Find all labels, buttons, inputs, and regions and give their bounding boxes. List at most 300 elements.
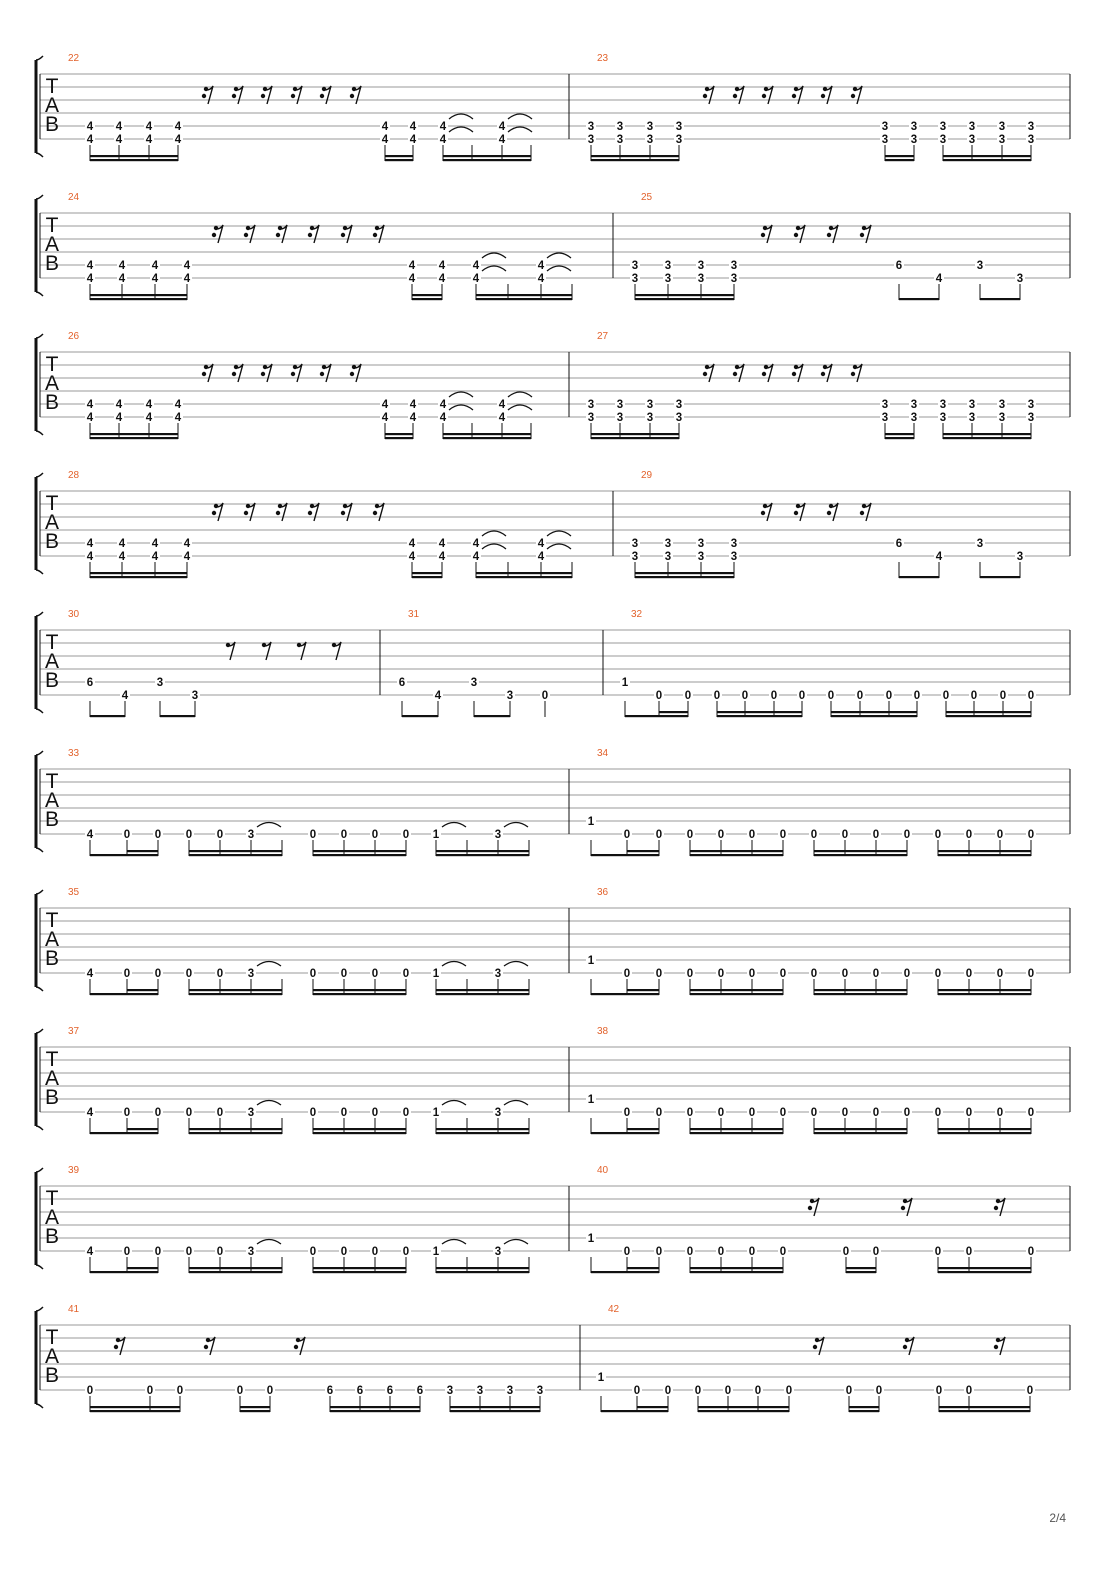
eighth-rest	[332, 642, 341, 660]
fret-number: 0	[123, 968, 131, 980]
beam	[90, 155, 178, 157]
beam	[313, 1267, 406, 1269]
fret-number: 4	[537, 260, 545, 272]
measure-number: 30	[68, 609, 80, 620]
sixteenth-rest	[733, 364, 744, 382]
fret-number: 0	[623, 1107, 631, 1119]
bracket-hook-top	[36, 473, 43, 477]
fret-number: 0	[779, 829, 787, 841]
fret-number: 4	[174, 412, 182, 424]
measure-27	[586, 331, 1036, 439]
beam	[385, 159, 413, 161]
fret-number: 4	[145, 134, 153, 146]
fret-number: 4	[86, 1246, 94, 1258]
fret-number: 3	[697, 273, 705, 285]
fret-number: 0	[748, 1107, 756, 1119]
beam	[90, 433, 178, 435]
beam	[189, 1267, 282, 1269]
beam	[450, 1410, 540, 1412]
beam	[659, 711, 688, 713]
fret-number: 4	[145, 399, 153, 411]
measure-number: 35	[68, 887, 80, 898]
fret-number: 4	[174, 399, 182, 411]
tab-clef-letter: A	[44, 511, 60, 534]
beam	[476, 294, 572, 296]
sixteenth-rest	[703, 364, 714, 382]
fret-number: 3	[976, 538, 984, 550]
sixteenth-rest	[761, 225, 772, 243]
beam	[189, 989, 282, 991]
tab-system	[36, 1304, 1070, 1412]
bracket-hook-top	[36, 195, 43, 199]
tab-clef-letter: A	[44, 1345, 60, 1368]
fret-number: 4	[118, 260, 126, 272]
fret-number: 4	[472, 538, 480, 550]
tab-clef-letter: T	[45, 1326, 59, 1349]
bracket-hook-bottom	[36, 292, 43, 296]
beam	[846, 1267, 876, 1269]
sixteenth-rest	[114, 1337, 125, 1355]
fret-number: 4	[86, 551, 94, 563]
fret-number: 0	[694, 1385, 702, 1397]
beam	[637, 1410, 668, 1412]
tab-clef-letter: B	[44, 113, 60, 136]
fret-number: 6	[386, 1385, 394, 1397]
tab-clef-letter: A	[44, 233, 60, 256]
fret-number: 3	[587, 399, 595, 411]
fret-number: 0	[717, 1246, 725, 1258]
tab-clef-letter: T	[45, 631, 59, 654]
fret-number: 0	[686, 829, 694, 841]
fret-number: 0	[686, 1246, 694, 1258]
fret-number: 3	[939, 121, 947, 133]
fret-number: 0	[748, 829, 756, 841]
tab-clef-letter: B	[44, 1086, 60, 1109]
tie-arc	[482, 531, 506, 536]
fret-number: 0	[903, 968, 911, 980]
fret-number: 4	[151, 260, 159, 272]
beam	[436, 989, 529, 991]
beam	[385, 155, 413, 157]
beam	[946, 711, 1031, 713]
beam	[436, 1132, 529, 1134]
fret-number: 3	[675, 134, 683, 146]
beam	[436, 850, 529, 852]
fret-number: 0	[216, 968, 224, 980]
tie-arc	[442, 1101, 466, 1106]
fret-number: 3	[968, 399, 976, 411]
fret-number: 0	[999, 690, 1007, 702]
fret-number: 0	[266, 1385, 274, 1397]
beam	[313, 1271, 406, 1273]
fret-number: 0	[154, 1107, 162, 1119]
sixteenth-rest	[204, 1337, 215, 1355]
fret-number: 0	[402, 968, 410, 980]
fret-number: 3	[587, 412, 595, 424]
fret-number: 3	[664, 273, 672, 285]
fret-number: 0	[340, 968, 348, 980]
beam	[90, 1132, 127, 1134]
fret-number: 4	[472, 551, 480, 563]
beam	[591, 433, 679, 435]
fret-number: 0	[779, 1246, 787, 1258]
sixteenth-rest	[261, 364, 272, 382]
sixteenth-rest	[901, 1198, 912, 1216]
beam	[90, 437, 178, 439]
measure-number: 22	[68, 53, 80, 64]
measure-24	[68, 192, 572, 300]
fret-number: 0	[841, 1107, 849, 1119]
tab-clef-letter: B	[44, 1225, 60, 1248]
beam	[591, 854, 627, 856]
fret-number: 3	[910, 412, 918, 424]
beam	[313, 1128, 406, 1130]
beam	[127, 1267, 158, 1269]
beam	[90, 993, 127, 995]
beam	[313, 1132, 406, 1134]
beam	[690, 1271, 783, 1273]
fret-number: 4	[381, 399, 389, 411]
sixteenth-rest	[808, 1198, 819, 1216]
tie-arc	[257, 1101, 281, 1106]
tie-arc	[257, 823, 281, 828]
fret-number: 3	[697, 538, 705, 550]
tie-arc	[508, 405, 532, 410]
fret-number: 0	[371, 1246, 379, 1258]
fret-number: 0	[402, 829, 410, 841]
fret-number: 4	[438, 538, 446, 550]
tab-clef-letter: A	[44, 928, 60, 951]
measure-number: 29	[641, 470, 653, 481]
fret-number: 4	[151, 273, 159, 285]
fret-number: 0	[655, 968, 663, 980]
measure-22	[68, 53, 532, 161]
tie-arc	[504, 1240, 528, 1245]
beam	[127, 1271, 158, 1273]
fret-number: 4	[537, 538, 545, 550]
fret-number: 3	[968, 121, 976, 133]
sixteenth-rest	[308, 225, 319, 243]
fret-number: 4	[438, 260, 446, 272]
beam	[846, 1271, 876, 1273]
fret-number: 0	[842, 1246, 850, 1258]
beam	[885, 433, 914, 435]
fret-number: 4	[86, 260, 94, 272]
fret-number: 4	[408, 538, 416, 550]
fret-number: 0	[779, 968, 787, 980]
fret-number: 3	[191, 690, 199, 702]
fret-number: 0	[965, 1385, 973, 1397]
measure-number: 34	[597, 748, 609, 759]
fret-number: 0	[996, 829, 1004, 841]
fret-number: 0	[713, 690, 721, 702]
measure-38	[586, 1026, 1036, 1134]
beam	[814, 993, 907, 995]
fret-number: 4	[145, 121, 153, 133]
sixteenth-rest	[291, 86, 302, 104]
beam	[659, 715, 688, 717]
fret-number: 0	[841, 968, 849, 980]
measure-number: 28	[68, 470, 80, 481]
beam	[698, 1406, 789, 1408]
fret-number: 4	[183, 260, 191, 272]
sixteenth-rest	[851, 86, 862, 104]
measure-number: 25	[641, 192, 653, 203]
measure-30	[68, 609, 341, 717]
beam	[476, 576, 572, 578]
bracket-hook-bottom	[36, 1404, 43, 1408]
measure-number: 31	[408, 609, 420, 620]
tab-clef-letter: T	[45, 75, 59, 98]
beam	[814, 989, 907, 991]
beam	[189, 1128, 282, 1130]
fret-number: 0	[623, 968, 631, 980]
fret-number: 0	[903, 829, 911, 841]
beam	[90, 1406, 180, 1408]
fret-number: 0	[798, 690, 806, 702]
sixteenth-rest	[350, 364, 361, 382]
fret-number: 4	[115, 399, 123, 411]
sixteenth-rest	[341, 225, 352, 243]
measure-29	[630, 470, 1025, 578]
beam	[627, 854, 659, 856]
fret-number: 4	[118, 538, 126, 550]
beam	[127, 993, 158, 995]
fret-number: 3	[247, 1107, 255, 1119]
fret-number: 3	[998, 399, 1006, 411]
fret-number: 3	[247, 829, 255, 841]
fret-number: 4	[118, 273, 126, 285]
fret-number: 0	[340, 1246, 348, 1258]
measure-28	[68, 470, 572, 578]
fret-number: 4	[174, 134, 182, 146]
fret-number: 0	[86, 1385, 94, 1397]
fret-number: 0	[185, 968, 193, 980]
beam	[436, 854, 529, 856]
fret-number: 1	[587, 1233, 595, 1245]
beam	[690, 989, 783, 991]
beam	[946, 715, 1031, 717]
beam	[189, 850, 282, 852]
fret-number: 4	[151, 551, 159, 563]
bracket-hook-bottom	[36, 1265, 43, 1269]
beam	[627, 1271, 659, 1273]
tab-system	[36, 887, 1070, 995]
fret-number: 3	[247, 1246, 255, 1258]
beam	[385, 433, 413, 435]
fret-number: 0	[717, 968, 725, 980]
fret-number: 4	[151, 538, 159, 550]
fret-number: 3	[506, 690, 514, 702]
beam	[313, 989, 406, 991]
fret-number: 3	[494, 829, 502, 841]
beam	[436, 993, 529, 995]
fret-number: 4	[439, 399, 447, 411]
fret-number: 3	[646, 399, 654, 411]
fret-number: 4	[381, 412, 389, 424]
fret-number: 4	[86, 968, 94, 980]
beam	[436, 1271, 529, 1273]
fret-number: 0	[779, 1107, 787, 1119]
bracket-hook-top	[36, 56, 43, 60]
fret-number: 3	[697, 260, 705, 272]
beam	[943, 155, 1031, 157]
fret-number: 3	[494, 968, 502, 980]
beam	[313, 993, 406, 995]
measure-number: 24	[68, 192, 80, 203]
fret-number: 4	[498, 121, 506, 133]
sixteenth-rest	[244, 225, 255, 243]
fret-number: 6	[86, 677, 94, 689]
eighth-rest	[297, 642, 306, 660]
beam	[127, 989, 158, 991]
fret-number: 4	[183, 551, 191, 563]
fret-number: 0	[185, 1246, 193, 1258]
beam	[601, 1410, 637, 1412]
sixteenth-rest	[794, 503, 805, 521]
beam	[436, 1267, 529, 1269]
beam	[90, 1271, 127, 1273]
fret-number: 3	[664, 551, 672, 563]
fret-number: 1	[587, 955, 595, 967]
fret-number: 0	[1027, 690, 1035, 702]
beam	[939, 1406, 1030, 1408]
fret-number: 3	[675, 399, 683, 411]
tab-clef-letter: T	[45, 909, 59, 932]
beam	[189, 1271, 282, 1273]
beam	[90, 298, 187, 300]
sixteenth-rest	[761, 503, 772, 521]
beam	[627, 850, 659, 852]
beam	[385, 437, 413, 439]
fret-number: 0	[684, 690, 692, 702]
sixteenth-rest	[827, 225, 838, 243]
tie-arc	[547, 531, 571, 536]
tie-arc	[257, 962, 281, 967]
beam	[627, 1267, 659, 1269]
beam	[330, 1410, 420, 1412]
fret-number: 4	[408, 260, 416, 272]
fret-number: 3	[494, 1107, 502, 1119]
measure-number: 39	[68, 1165, 80, 1176]
fret-number: 0	[872, 968, 880, 980]
sixteenth-rest	[294, 1337, 305, 1355]
fret-number: 4	[438, 551, 446, 563]
measure-number: 33	[68, 748, 80, 759]
fret-number: 0	[810, 829, 818, 841]
sixteenth-rest	[821, 364, 832, 382]
fret-number: 3	[631, 273, 639, 285]
beam	[690, 1132, 783, 1134]
tab-system	[36, 1026, 1070, 1134]
sixteenth-rest	[212, 503, 223, 521]
beam	[635, 572, 734, 574]
beam	[127, 1128, 158, 1130]
tie-arc	[508, 114, 532, 119]
fret-number: 0	[541, 690, 549, 702]
fret-number: 0	[655, 690, 663, 702]
fret-number: 0	[309, 968, 317, 980]
fret-number: 3	[939, 399, 947, 411]
fret-number: 0	[845, 1385, 853, 1397]
beam	[980, 298, 1020, 300]
tab-clef-letter: A	[44, 372, 60, 395]
fret-number: 3	[730, 551, 738, 563]
fret-number: 4	[86, 273, 94, 285]
fret-number: 4	[408, 551, 416, 563]
beam	[637, 1406, 668, 1408]
measure-number: 41	[68, 1304, 80, 1315]
beam	[938, 1128, 1031, 1130]
beam	[90, 159, 178, 161]
fret-number: 3	[1027, 399, 1035, 411]
fret-number: 0	[724, 1385, 732, 1397]
fret-number: 0	[770, 690, 778, 702]
fret-number: 0	[827, 690, 835, 702]
beam	[831, 715, 917, 717]
fret-number: 3	[476, 1385, 484, 1397]
beam	[90, 294, 187, 296]
fret-number: 4	[183, 273, 191, 285]
fret-number: 0	[1027, 1107, 1035, 1119]
fret-number: 3	[646, 134, 654, 146]
beam	[690, 993, 783, 995]
sixteenth-rest	[860, 503, 871, 521]
fret-number: 3	[494, 1246, 502, 1258]
fret-number: 6	[398, 677, 406, 689]
fret-number: 4	[115, 412, 123, 424]
beam	[690, 854, 783, 856]
fret-number: 3	[910, 134, 918, 146]
beam	[885, 155, 914, 157]
fret-number: 0	[754, 1385, 762, 1397]
sixteenth-rest	[276, 225, 287, 243]
fret-number: 3	[675, 121, 683, 133]
fret-number: 0	[970, 690, 978, 702]
fret-number: 6	[356, 1385, 364, 1397]
fret-number: 0	[717, 1107, 725, 1119]
fret-number: 4	[409, 134, 417, 146]
measure-39	[68, 1165, 529, 1273]
fret-number: 0	[216, 1107, 224, 1119]
sixteenth-rest	[827, 503, 838, 521]
fret-number: 0	[717, 829, 725, 841]
fret-number: 3	[697, 551, 705, 563]
fret-number: 0	[686, 1107, 694, 1119]
fret-number: 0	[216, 1246, 224, 1258]
measure-32	[620, 609, 1036, 717]
bracket-hook-bottom	[36, 987, 43, 991]
sixteenth-rest	[341, 503, 352, 521]
measure-number: 32	[631, 609, 643, 620]
fret-number: 4	[174, 121, 182, 133]
sixteenth-rest	[202, 86, 213, 104]
fret-number: 4	[438, 273, 446, 285]
tab-clef-letter: B	[44, 252, 60, 275]
fret-number: 4	[409, 121, 417, 133]
fret-number: 3	[1027, 134, 1035, 146]
tab-clef-letter: T	[45, 1187, 59, 1210]
beam	[690, 1128, 783, 1130]
beam	[939, 1410, 1030, 1412]
sixteenth-rest	[276, 503, 287, 521]
beam	[938, 989, 1031, 991]
beam	[814, 1128, 907, 1130]
beam	[698, 1410, 789, 1412]
beam	[814, 1132, 907, 1134]
tie-arc	[504, 1101, 528, 1106]
tab-clef-letter: T	[45, 214, 59, 237]
